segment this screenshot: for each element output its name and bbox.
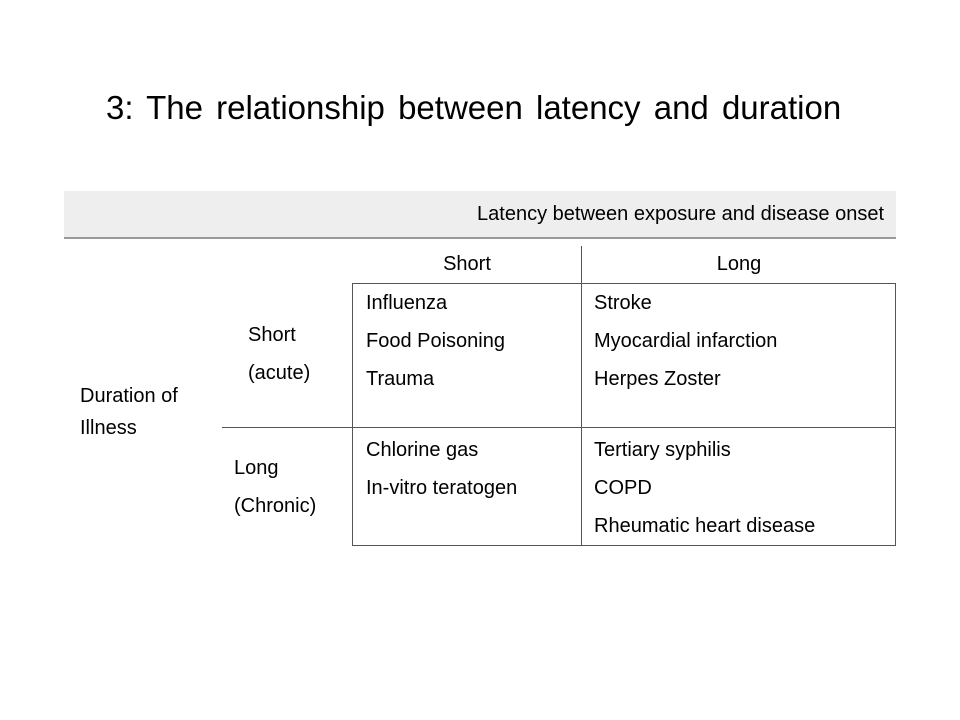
row-group-label-line1: Duration of [80, 385, 178, 407]
cell-item: Food Poisoning [366, 330, 505, 352]
table-header-label: Latency between exposure and disease onset [477, 203, 884, 225]
cell-item: COPD [594, 477, 652, 499]
cell-item: Tertiary syphilis [594, 439, 731, 461]
row-label-short-line2: (acute) [248, 362, 311, 384]
cell-item: Stroke [594, 292, 652, 314]
cell-item: Rheumatic heart disease [594, 515, 816, 537]
cell-short-short [366, 284, 505, 398]
row-group-label [80, 380, 178, 444]
row-divider [222, 427, 896, 428]
row-group-label-line2: Illness [80, 417, 137, 439]
cell-item: Herpes Zoster [594, 368, 721, 390]
slide-title: 3: The relationship between latency and duration [106, 89, 842, 126]
row-label-long-line1: Long [234, 457, 279, 479]
column-header-long: Long [716, 253, 762, 275]
table-header-band [64, 191, 896, 239]
grid-left-line [352, 283, 353, 546]
cell-item: Trauma [366, 368, 435, 390]
row-label-long-line2: (Chronic) [234, 495, 317, 517]
row-label-short [248, 316, 310, 392]
cell-item: In-vitro teratogen [366, 477, 518, 499]
cell-item: Chlorine gas [366, 439, 479, 461]
column-header-short: Short [443, 253, 491, 275]
cell-short-long [594, 284, 777, 398]
row-label-short-line1: Short [248, 324, 296, 346]
cell-long-long [594, 431, 815, 545]
row-label-long [234, 449, 316, 525]
grid-right-line [895, 283, 896, 546]
grid-bottom-line [352, 545, 896, 546]
cell-long-short [366, 431, 517, 507]
cell-item: Influenza [366, 292, 448, 314]
cell-item: Myocardial infarction [594, 330, 778, 352]
column-divider [581, 246, 582, 546]
